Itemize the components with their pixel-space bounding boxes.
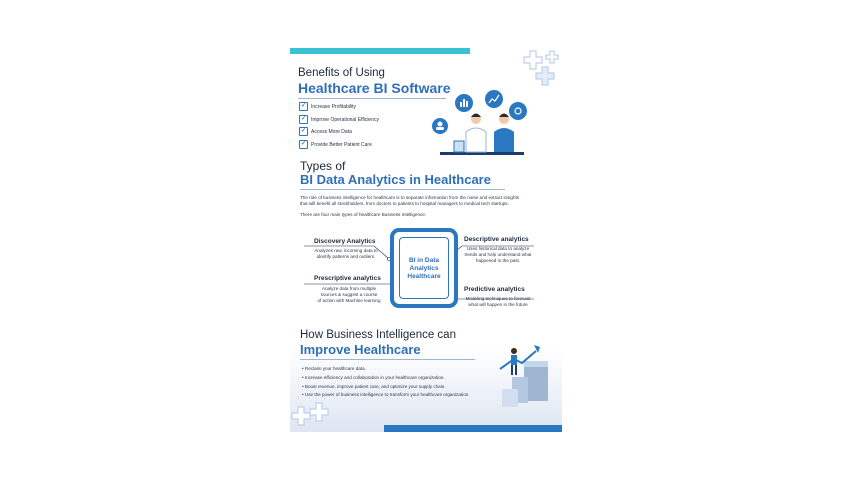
central-bi-box: [390, 228, 458, 308]
analytics-title-predictive: Predictive analytics: [464, 286, 525, 293]
intro-paragraph: There are four main types of healthcare Business Intelligence.: [300, 212, 427, 217]
check-icon: ✓: [300, 141, 307, 147]
analytics-desc-discovery: Analyzes raw, incoming data to identify patterns and outliers.: [314, 248, 378, 259]
analytics-desc-predictive: Modeling techniques to forecast what will happen in the future: [465, 296, 531, 307]
benefit-label: Improve Operational Efficiency: [311, 116, 379, 123]
benefit-label: Increase Profitability: [311, 103, 357, 110]
improve-bullet: • Reclaim your healthcare data.: [302, 366, 366, 371]
types-title-line1: Types of: [300, 159, 346, 173]
bottom-accent-bar: [384, 425, 562, 432]
growth-arrow-illustration: [490, 329, 554, 411]
check-icon: ✓: [300, 116, 307, 122]
analytics-title-prescriptive: Prescriptive analytics: [314, 275, 381, 282]
infographic-card: [290, 47, 562, 432]
improve-title-line2: Improve Healthcare: [300, 342, 421, 357]
analytics-title-discovery: Discovery Analytics: [314, 238, 376, 245]
check-icon: ✓: [300, 103, 307, 109]
medical-cross-icon: [290, 399, 334, 432]
benefit-label: Access More Data: [311, 128, 352, 135]
benefits-title-line2: Healthcare BI Software: [298, 80, 451, 96]
analytics-desc-prescriptive: Analyze data from multiple sources & suggest a course of action with Machine learning: [317, 286, 381, 303]
check-icon: ✓: [300, 128, 307, 134]
analytics-title-descriptive: Descriptive analytics: [464, 236, 529, 243]
improve-title-line1: How Business Intelligence can: [300, 329, 456, 341]
title-underline: [300, 359, 475, 360]
intro-paragraph: that will benefit all stockholders, from doctors to patients to hospital managers to medical tech startups.: [300, 201, 509, 206]
improve-bullet: • Boost revenue, improve patient care, and optimize your supply chain.: [302, 384, 446, 389]
benefit-label: Provide Better Patient Care: [311, 141, 372, 148]
types-title-line2: BI Data Analytics in Healthcare: [300, 172, 491, 187]
improve-bullet: • Increase efficiency and collaboration in your healthcare organization.: [302, 375, 445, 380]
benefits-title-line1: Benefits of Using: [298, 67, 385, 79]
analytics-desc-descriptive: Uses historical data to analyze trends and help understand what happened in the past.: [464, 246, 532, 263]
improve-bullet: • Use the power of business intelligence to transform your healthcare organization.: [302, 392, 470, 397]
intro-paragraph: The role of business intelligence for healthcare is to separate information from the noise and extract insights: [300, 195, 520, 200]
central-bi-label: BI in Data Analytics Healthcare: [407, 257, 441, 280]
